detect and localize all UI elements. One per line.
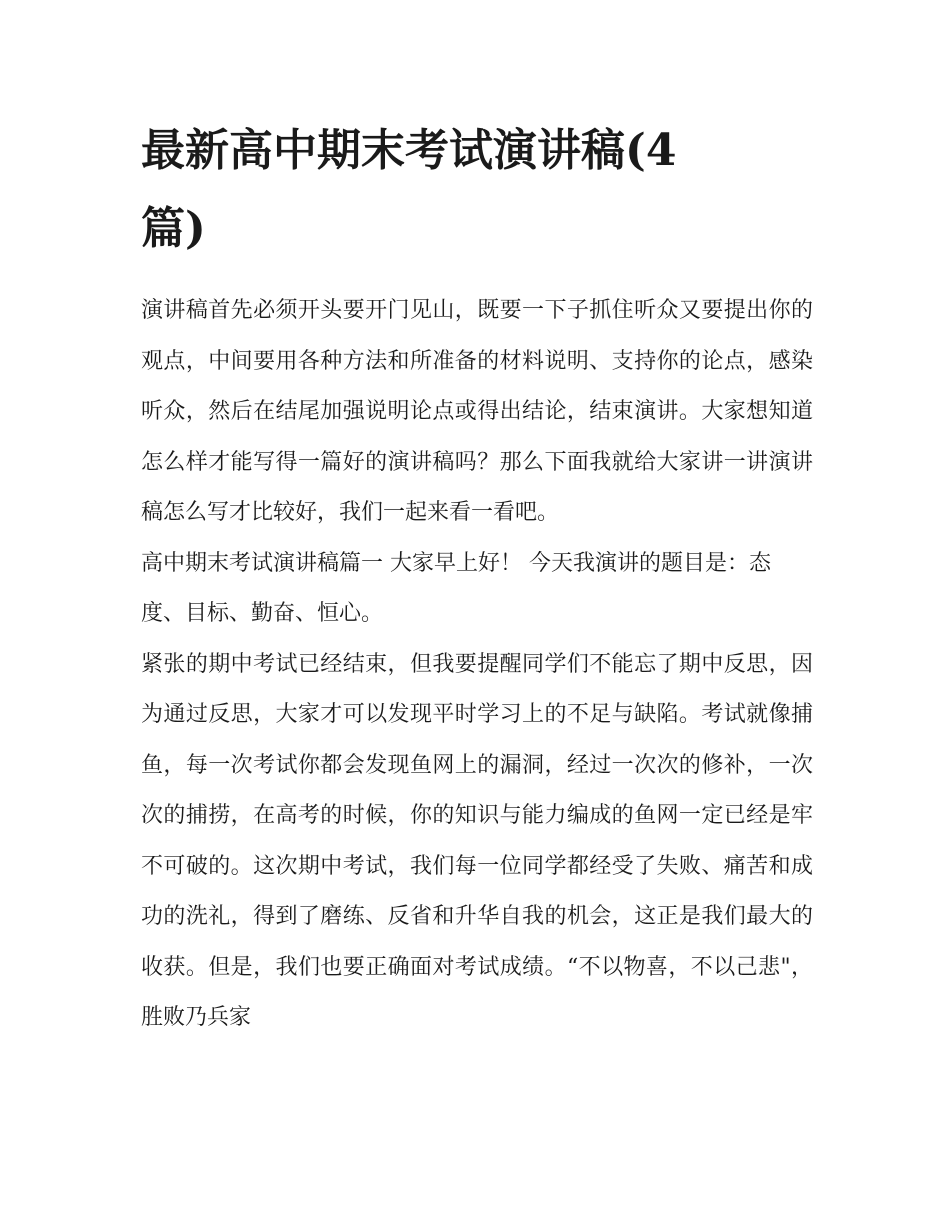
document-title: 最新高中期末考试演讲稿(4篇) bbox=[141, 125, 677, 254]
document-page bbox=[141, 112, 813, 1044]
speech-heading-paragraph: 高中期末考试演讲稿篇一 大家早上好！ 今天我演讲的题目是：态度、目标、勤奋、恒心。 bbox=[141, 550, 771, 626]
intro-paragraph: 演讲稿首先必须开头要开门见山，既要一下子抓住听众又要提出你的观点，中间要用各种方法和所准备的材料说明、支持你的论点，感染听众，然后在结尾加强说明论点或得出结论，结束演讲。大家想知道怎么样才能写得一篇好的演讲稿吗？那么下面我就给大家讲一讲演讲稿怎么写才比较好，我们一起来看一看吧。 bbox=[141, 298, 813, 525]
body-paragraph: 紧张的期中考试已经结束，但我要提醒同学们不能忘了期中反思，因为通过反思，大家才可以发现平时学习上的不足与缺陷。考试就像捕鱼，每一次考试你都会发现鱼网上的漏洞，经过一次次的修补，一次次的捕捞，在高考的时候，你的知识与能力编成的鱼网一定已经是牢不可破的。这次期中考试，我们每一位同学都经受了失败、痛苦和成功的洗礼，得到了磨练、反省和升华自我的机会，这正是我们最大的收获。但是，我们也要正确面对考试成绩。“不以物喜，不以己悲"，胜败乃兵家 bbox=[141, 651, 813, 1030]
